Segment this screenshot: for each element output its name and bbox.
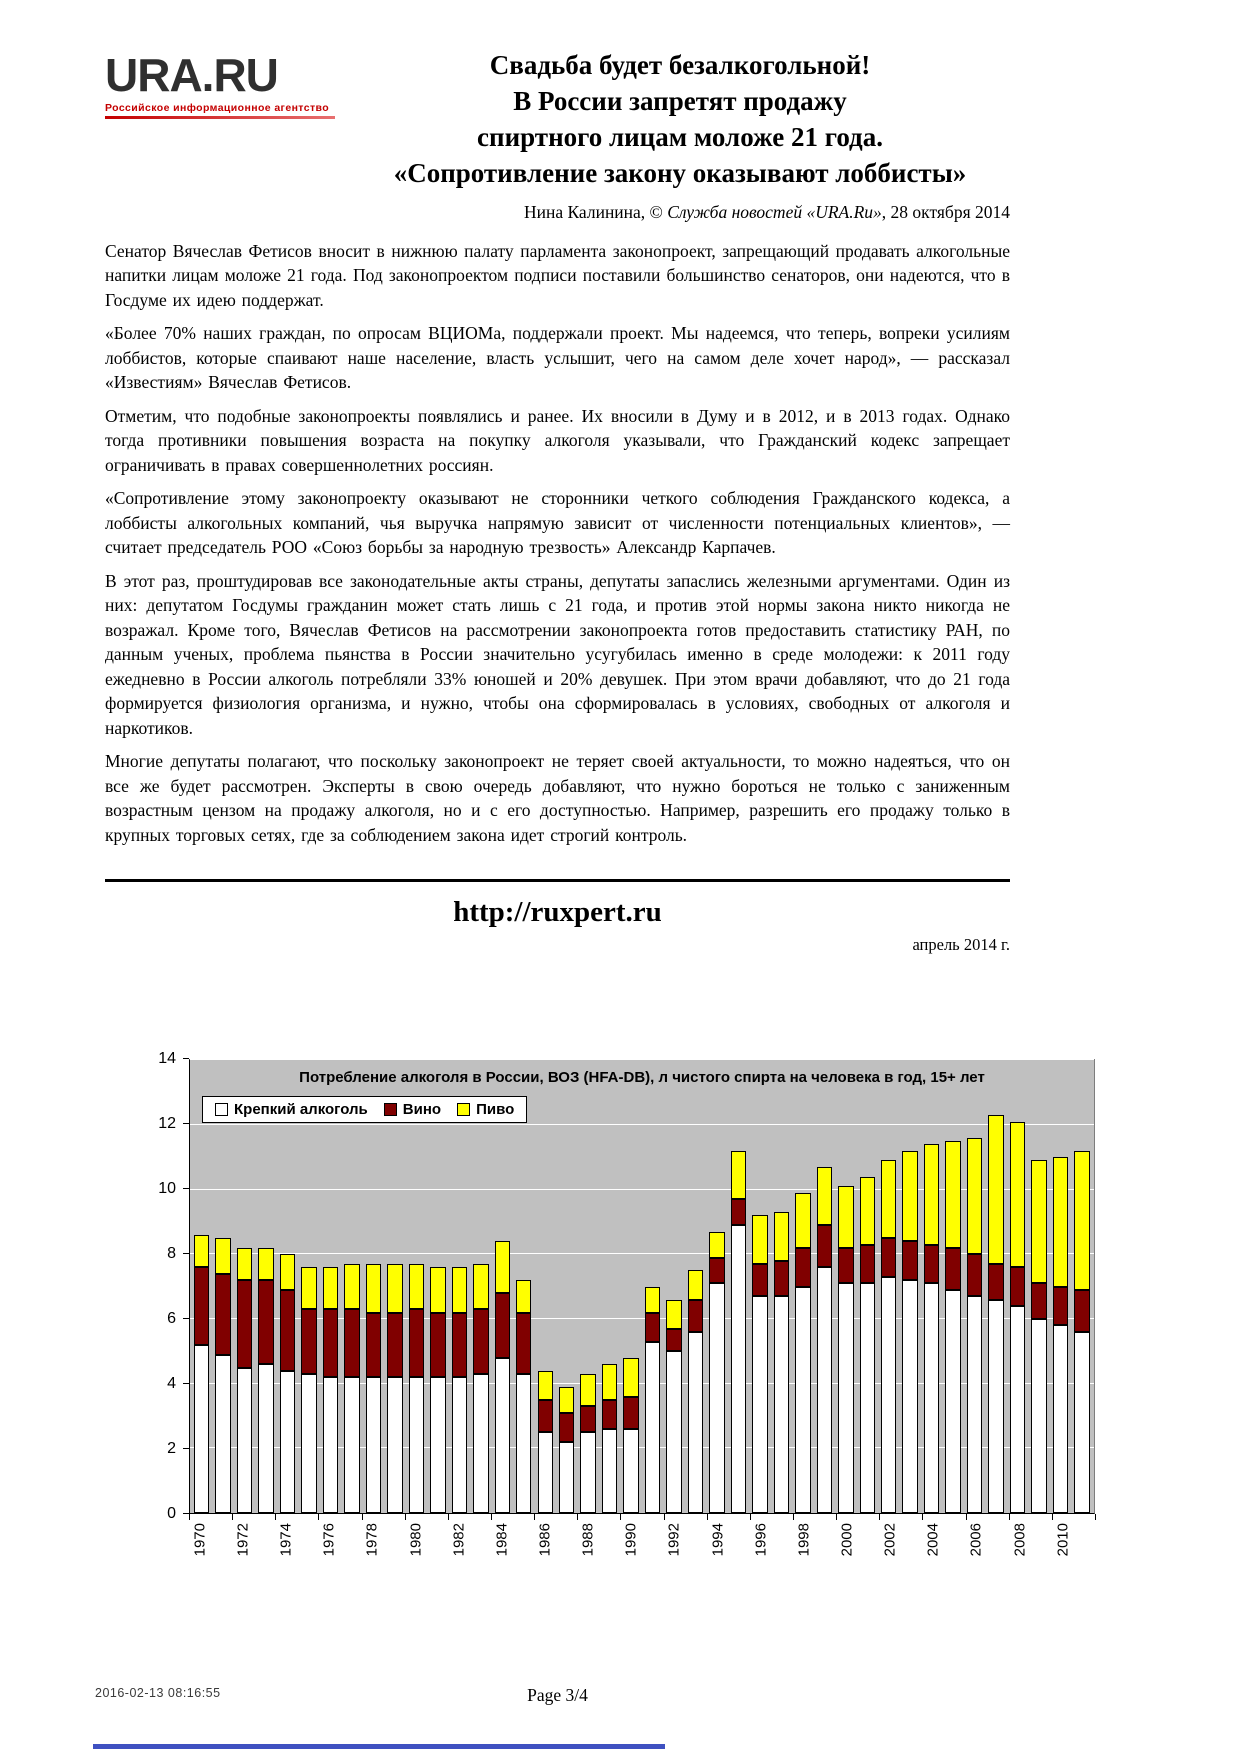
logo-wordmark: URA.RU (105, 49, 278, 101)
bar-1986 (535, 1060, 556, 1513)
legend-swatch-wine-icon (384, 1103, 397, 1116)
title-line: В России запретят продажу (513, 85, 847, 116)
x-tick-label: 1974 (277, 1523, 295, 1557)
bar-segment-2002 (881, 1238, 896, 1277)
article-title (350, 46, 1010, 192)
byline-author: Нина Калинина, © (523, 201, 668, 222)
bar-segment-1986 (538, 1400, 553, 1432)
legend-swatch-spirits-icon (215, 1103, 228, 1116)
x-tick (922, 1514, 923, 1520)
paragraph: «Сопротивление этому законопроекту оказывают не сторонники четкого соблюдения Гражданского кодекса, а лоббисты алкогольных компаний, чья выручка напрямую зависит от численности потенциальных клиентов», — считает председатель РОО «Союз борьбы за народную трезвость» Александр Карпачев. (105, 488, 1010, 558)
bar-segment-2005 (945, 1290, 960, 1513)
bar-segment-1983 (473, 1374, 488, 1513)
bar-segment-1976 (323, 1267, 338, 1309)
article-byline (105, 202, 1010, 223)
bar-2003 (899, 1060, 920, 1513)
bar-1994 (706, 1060, 727, 1513)
bar-2004 (921, 1060, 942, 1513)
chart-legend (202, 1096, 527, 1123)
bar-2009 (1028, 1060, 1049, 1513)
bar-segment-1990 (623, 1358, 638, 1397)
bar-segment-1982 (452, 1313, 467, 1378)
bar-segment-1979 (387, 1377, 402, 1513)
bar-2005 (942, 1060, 963, 1513)
bar-segment-1980 (409, 1264, 424, 1309)
bar-segment-1971 (215, 1355, 230, 1514)
bar-1970 (191, 1060, 212, 1513)
bar-1992 (663, 1060, 684, 1513)
bar-segment-1996 (752, 1264, 767, 1296)
bar-segment-1998 (795, 1193, 810, 1248)
x-tick-label: 1986 (536, 1523, 554, 1557)
bar-segment-2000 (838, 1283, 853, 1513)
article-body (105, 239, 1010, 848)
y-tick-label: 10 (158, 1180, 176, 1198)
bar-segment-1993 (688, 1332, 703, 1513)
bar-segment-2002 (881, 1277, 896, 1513)
bar-1999 (814, 1060, 835, 1513)
bar-segment-1981 (430, 1377, 445, 1513)
bar-1997 (771, 1060, 792, 1513)
legend-item-beer (457, 1101, 514, 1118)
bar-1987 (556, 1060, 577, 1513)
x-tick (1052, 1514, 1053, 1520)
bar-segment-2010 (1053, 1157, 1068, 1286)
bar-segment-2001 (860, 1245, 875, 1284)
title-line: спиртного лицам моложе 21 года. (477, 121, 883, 152)
x-tick-label: 2000 (838, 1523, 856, 1557)
y-tick-label: 6 (167, 1310, 176, 1328)
byline-agency: Служба новостей «URA.Ru» (667, 201, 882, 222)
bar-segment-1986 (538, 1371, 553, 1400)
x-tick-label: 1970 (191, 1523, 209, 1557)
y-tick-label: 8 (167, 1245, 176, 1263)
bar-segment-1978 (366, 1377, 381, 1513)
bar-segment-1985 (516, 1374, 531, 1513)
bar-segment-1995 (731, 1225, 746, 1513)
bar-segment-2010 (1053, 1325, 1068, 1513)
bar-segment-2001 (860, 1177, 875, 1245)
x-tick-label: 2006 (967, 1523, 985, 1557)
print-timestamp: 2016-02-13 08:16:55 (95, 1686, 221, 1700)
bar-segment-1991 (645, 1287, 660, 1313)
paragraph: «Более 70% наших граждан, по опросам ВЦИОМа, поддержали проект. Мы надеемся, что теперь, вопреки усилиям лоббистов, которые спаивают наше население, власть услышит, чего на самом деле хочет народ», — рассказал «Известиям» Вячеслав Фетисов. (105, 323, 1010, 393)
bar-2011 (1071, 1060, 1092, 1513)
bar-segment-1989 (602, 1429, 617, 1513)
chart-grid (145, 1050, 1095, 1588)
bar-2000 (835, 1060, 856, 1513)
bar-segment-1999 (817, 1167, 832, 1225)
bar-segment-2005 (945, 1141, 960, 1248)
bar-segment-1977 (344, 1309, 359, 1377)
bar-1976 (320, 1060, 341, 1513)
bar-segment-1971 (215, 1238, 230, 1274)
bar-segment-1974 (280, 1371, 295, 1513)
bar-segment-1973 (258, 1280, 273, 1364)
bar-segment-1992 (666, 1300, 681, 1329)
bar-segment-1981 (430, 1267, 445, 1312)
x-tick-label: 2010 (1054, 1523, 1072, 1557)
bar-segment-1990 (623, 1397, 638, 1429)
bar-1978 (363, 1060, 384, 1513)
bar-1971 (212, 1060, 233, 1513)
bar-segment-1997 (774, 1261, 789, 1297)
bar-1975 (298, 1060, 319, 1513)
x-tick-label: 2002 (881, 1523, 899, 1557)
x-tick-label: 1994 (709, 1523, 726, 1557)
bar-segment-1974 (280, 1290, 295, 1371)
bar-segment-1995 (731, 1199, 746, 1225)
legend-label-beer: Пиво (476, 1101, 515, 1119)
x-tick (664, 1514, 665, 1520)
bar-segment-1984 (495, 1241, 510, 1293)
bar-2006 (964, 1060, 985, 1513)
bar-1973 (255, 1060, 276, 1513)
bar-segment-1987 (559, 1413, 574, 1442)
bar-segment-1987 (559, 1387, 574, 1413)
bar-1982 (449, 1060, 470, 1513)
bar-segment-2001 (860, 1283, 875, 1513)
x-tick (448, 1514, 449, 1520)
bar-segment-1976 (323, 1377, 338, 1513)
x-tick-label: 1984 (493, 1523, 511, 1557)
x-tick (534, 1514, 535, 1520)
bar-1998 (792, 1060, 813, 1513)
chart-plot-area (189, 1059, 1095, 1514)
bar-segment-1990 (623, 1429, 638, 1513)
x-tick (405, 1514, 406, 1520)
x-tick-label: 1972 (234, 1523, 252, 1557)
bar-segment-1986 (538, 1432, 553, 1513)
paragraph: Многие депутаты полагают, что поскольку законопроект не теряет своей актуальности, то можно надеяться, что он все же будет рассмотрен. Эксперты в свою очередь добавляют, что нужно бороться не только с заниженным возрастным цензом на продажу алкоголя, но и с его доступностью. Например, разрешить его продажу только в крупных торговых сетях, где за соблюдением закона идет строгий контроль. (105, 751, 1010, 845)
bar-segment-2003 (902, 1241, 917, 1280)
section-divider (105, 879, 1010, 882)
x-tick-label: 1982 (450, 1523, 468, 1557)
x-tick (879, 1514, 880, 1520)
bar-segment-2009 (1031, 1319, 1046, 1513)
bar-segment-1999 (817, 1225, 832, 1267)
bar-segment-2009 (1031, 1283, 1046, 1319)
bar-1972 (234, 1060, 255, 1513)
ura-ru-logo (105, 46, 350, 119)
bar-segment-2008 (1010, 1267, 1025, 1306)
x-tick-label: 1988 (579, 1523, 597, 1557)
bar-1981 (427, 1060, 448, 1513)
bar-segment-1998 (795, 1287, 810, 1514)
x-tick-label: 1992 (665, 1523, 683, 1557)
bar-segment-1985 (516, 1280, 531, 1312)
bar-1979 (384, 1060, 405, 1513)
logo-subtitle: Российское информационное агентство (105, 102, 330, 114)
x-tick (707, 1514, 708, 1520)
x-tick (362, 1514, 363, 1520)
bar-segment-1970 (194, 1345, 209, 1513)
bar-segment-1993 (688, 1270, 703, 1299)
legend-item-spirits (215, 1101, 368, 1118)
bar-1995 (728, 1060, 749, 1513)
legend-item-wine (384, 1101, 441, 1118)
bar-segment-1977 (344, 1377, 359, 1513)
axis-corner-spacer (145, 1514, 189, 1588)
legend-swatch-beer-icon (457, 1103, 470, 1116)
bar-2002 (878, 1060, 899, 1513)
paragraph: Отметим, что подобные законопроекты появлялись и ранее. Их вносили в Думу и в 2012, и в 2013 годах. Однако тогда противники повышения возраста на покупку алкоголя указывали, что Гражданский кодекс запрещает ограничивать в правах совершеннолетних россиян. (105, 405, 1010, 475)
bar-segment-2011 (1074, 1332, 1089, 1513)
bar-segment-1994 (709, 1283, 724, 1513)
bar-segment-1989 (602, 1400, 617, 1429)
x-tick (1095, 1514, 1096, 1520)
x-tick-label: 2004 (924, 1523, 942, 1557)
bar-2008 (1007, 1060, 1028, 1513)
bar-segment-1973 (258, 1248, 273, 1280)
bar-segment-1978 (366, 1264, 381, 1313)
title-line: «Сопротивление закону оказывают лоббисты» (393, 157, 967, 188)
x-tick-label: 2008 (1011, 1523, 1028, 1557)
legend-label-spirits: Крепкий алкоголь (234, 1101, 368, 1119)
bar-segment-1994 (709, 1232, 724, 1258)
byline-date: , 28 октября 2014 (881, 201, 1010, 222)
bar-segment-2007 (988, 1300, 1003, 1514)
x-tick-label: 1990 (622, 1523, 640, 1557)
bar-segment-1998 (795, 1248, 810, 1287)
bar-segment-1981 (430, 1313, 445, 1378)
bar-segment-2000 (838, 1248, 853, 1284)
bar-segment-2006 (967, 1296, 982, 1513)
logo-red-bar (105, 116, 335, 119)
bar-1985 (513, 1060, 534, 1513)
ruxpert-url: http://ruxpert.ru (453, 896, 662, 929)
bar-segment-1978 (366, 1313, 381, 1378)
bar-segment-1991 (645, 1313, 660, 1342)
bar-segment-2005 (945, 1248, 960, 1290)
bar-1993 (685, 1060, 706, 1513)
bar-segment-1975 (301, 1374, 316, 1513)
x-tick (620, 1514, 621, 1520)
bar-segment-2008 (1010, 1122, 1025, 1268)
x-tick (577, 1514, 578, 1520)
chart-title: Потребление алкоголя в России, ВОЗ (HFA-DB), л чистого спирта на человека в год, 15+ лет (299, 1069, 985, 1087)
chart-date: апрель 2014 г. (912, 935, 1010, 955)
x-tick (836, 1514, 837, 1520)
bar-segment-1984 (495, 1293, 510, 1358)
bottom-blue-line (93, 1744, 665, 1749)
x-tick (750, 1514, 751, 1520)
x-tick-label: 1978 (363, 1523, 381, 1557)
x-tick (491, 1514, 492, 1520)
bar-segment-2007 (988, 1115, 1003, 1264)
y-tick-label: 12 (158, 1115, 176, 1133)
bar-segment-1980 (409, 1377, 424, 1513)
bar-segment-1974 (280, 1254, 295, 1290)
x-tick (793, 1514, 794, 1520)
bar-segment-1972 (237, 1248, 252, 1280)
bar-segment-1983 (473, 1264, 488, 1309)
bar-segment-2011 (1074, 1290, 1089, 1332)
bar-segment-2004 (924, 1144, 939, 1244)
x-tick-label: 1996 (752, 1523, 770, 1557)
x-tick-label: 1980 (407, 1523, 424, 1557)
bar-1991 (642, 1060, 663, 1513)
x-tick (966, 1514, 967, 1520)
paragraph: В этот раз, проштудировав все законодательные акты страны, депутаты запаслись железными аргументами. Один из них: депутатом Госдумы гражданин может стать лишь с 21 года, и против этой нормы закона никто никогда не возражал. Кроме того, Вячеслав Фетисов на рассмотрении законопроекта готов предоставить статистику РАН, по данным ученых, проблема пьянства в России значительно усугубилась именно в среде молодежи: к 2011 году ежедневно в России алкоголь потребляли 33% юношей и 20% девушек. При этом врачи добавляют, что до 21 года формируется физиология организма, и нужно, чтобы она сформировалась в условиях, свободных от алкоголя и наркотиков. (105, 570, 1010, 738)
bar-1996 (749, 1060, 770, 1513)
bar-segment-2006 (967, 1254, 982, 1296)
bar-segment-1997 (774, 1296, 789, 1513)
y-tick-label: 14 (158, 1050, 176, 1068)
bar-segment-1979 (387, 1264, 402, 1313)
bar-segment-1977 (344, 1264, 359, 1309)
x-tick-label: 1998 (795, 1523, 813, 1557)
x-tick-label: 1976 (320, 1523, 338, 1557)
bar-1974 (277, 1060, 298, 1513)
bar-segment-1988 (580, 1406, 595, 1432)
page-number: Page 3/4 (527, 1685, 588, 1705)
bar-1980 (406, 1060, 427, 1513)
bar-segment-1979 (387, 1313, 402, 1378)
bar-segment-2002 (881, 1160, 896, 1238)
chart-y-axis (145, 1050, 189, 1523)
bar-1990 (620, 1060, 641, 1513)
bar-segment-2003 (902, 1280, 917, 1513)
bar-segment-1989 (602, 1364, 617, 1400)
bar-segment-2006 (967, 1138, 982, 1254)
bar-segment-2003 (902, 1151, 917, 1242)
chart-bars (190, 1060, 1094, 1513)
bar-segment-1983 (473, 1309, 488, 1374)
bar-segment-1988 (580, 1374, 595, 1406)
bar-segment-1980 (409, 1309, 424, 1377)
bar-1989 (599, 1060, 620, 1513)
bar-segment-2000 (838, 1186, 853, 1247)
y-tick-label: 2 (167, 1440, 176, 1458)
bar-segment-1988 (580, 1432, 595, 1513)
chart-x-axis (189, 1514, 1095, 1588)
page-header (105, 46, 1010, 192)
bar-segment-1984 (495, 1358, 510, 1513)
bar-2001 (857, 1060, 878, 1513)
bar-segment-1993 (688, 1300, 703, 1332)
bar-segment-1972 (237, 1280, 252, 1367)
bar-segment-1985 (516, 1313, 531, 1374)
bar-segment-2007 (988, 1264, 1003, 1300)
bar-segment-1971 (215, 1274, 230, 1355)
x-tick (232, 1514, 233, 1520)
bar-1988 (577, 1060, 598, 1513)
y-tick-label: 4 (167, 1375, 176, 1393)
bar-segment-2004 (924, 1245, 939, 1284)
bar-segment-1975 (301, 1309, 316, 1374)
bar-segment-1976 (323, 1309, 338, 1377)
bar-segment-1982 (452, 1377, 467, 1513)
x-tick (275, 1514, 276, 1520)
bar-segment-1982 (452, 1267, 467, 1312)
x-tick (1009, 1514, 1010, 1520)
bar-segment-1999 (817, 1267, 832, 1513)
alcohol-consumption-chart (145, 1050, 1095, 1588)
bar-1984 (492, 1060, 513, 1513)
bar-segment-1996 (752, 1215, 767, 1264)
y-tick-label: 0 (167, 1505, 176, 1523)
x-tick (189, 1514, 190, 1520)
bar-segment-1992 (666, 1351, 681, 1513)
bar-1977 (341, 1060, 362, 1513)
bar-segment-2009 (1031, 1160, 1046, 1283)
bar-segment-2011 (1074, 1151, 1089, 1290)
bar-segment-2004 (924, 1283, 939, 1513)
bar-segment-1975 (301, 1267, 316, 1309)
bar-segment-1987 (559, 1442, 574, 1513)
bar-segment-1994 (709, 1258, 724, 1284)
bar-1983 (470, 1060, 491, 1513)
bar-segment-1970 (194, 1267, 209, 1345)
bar-segment-2008 (1010, 1306, 1025, 1513)
bar-segment-1991 (645, 1342, 660, 1513)
bar-segment-1992 (666, 1329, 681, 1352)
bar-segment-1996 (752, 1296, 767, 1513)
bar-2010 (1050, 1060, 1071, 1513)
bar-segment-1997 (774, 1212, 789, 1261)
x-tick (318, 1514, 319, 1520)
bar-2007 (985, 1060, 1006, 1513)
title-line: Свадьба будет безалкогольной! (489, 50, 871, 80)
bar-segment-1972 (237, 1368, 252, 1514)
paragraph: Сенатор Вячеслав Фетисов вносит в нижнюю палату парламента законопроект, запрещающий продавать алкогольные напитки лицам моложе 21 года. Под законопроектом подписи поставили большинство сенаторов, они надеются, что в Госдуме их идею поддержат. (105, 240, 1010, 310)
legend-label-wine: Вино (402, 1101, 442, 1119)
bar-segment-1973 (258, 1364, 273, 1513)
bar-segment-1970 (194, 1235, 209, 1267)
bar-segment-1995 (731, 1151, 746, 1200)
bar-segment-2010 (1053, 1287, 1068, 1326)
